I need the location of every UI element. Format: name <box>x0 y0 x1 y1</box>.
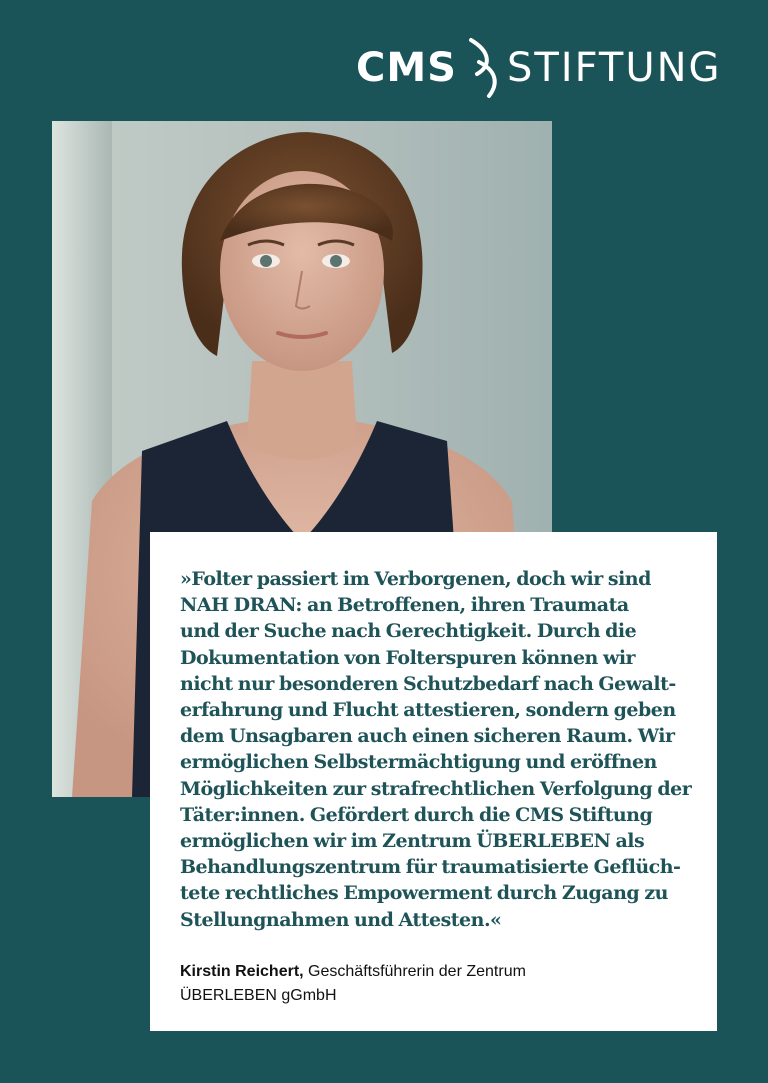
quote-line: Stellungnahmen und Attesten.« <box>180 908 502 931</box>
quote-line: und der Suche nach Gerechtigkeit. Durch die <box>180 620 637 643</box>
cms-stiftung-logo <box>356 36 722 100</box>
author-name: Kirstin Reichert, <box>180 962 304 980</box>
quote-text <box>180 566 691 933</box>
quote-line: Dokumentation von Folterspuren können wir <box>180 646 636 669</box>
quote-line: nicht nur besonderen Schutzbedarf nach Gewalt- <box>180 672 676 695</box>
author-organization: ÜBERLEBEN gGmbH <box>180 986 337 1004</box>
quote-line: dem Unsagbaren auch einen sicheren Raum. Wir <box>180 725 675 748</box>
logo-text-stiftung: STIFTUNG <box>506 45 722 91</box>
quote-line: tete rechtliches Empowerment durch Zugang zu <box>180 882 668 905</box>
quote-line: ermöglichen wir im Zentrum ÜBERLEBEN als <box>180 830 645 853</box>
attribution-line-1 <box>180 960 691 984</box>
quote-line: Täter:innen. Gefördert durch die CMS Stiftung <box>180 803 653 826</box>
attribution <box>180 960 691 1008</box>
quote-card <box>150 532 717 1031</box>
quote-line: Möglichkeiten zur strafrechtlichen Verfolgung der <box>180 777 692 800</box>
quote-line: »Folter passiert im Verborgenen, doch wir sind <box>180 568 651 590</box>
quote-line: ermöglichen Selbstermächtigung und eröffnen <box>180 751 657 774</box>
logo-swirl-icon <box>465 36 501 100</box>
quote-line: erfahrung und Flucht attestieren, sondern geben <box>180 699 676 722</box>
logo-text-cms: CMS <box>356 45 457 91</box>
author-role: Geschäftsführerin der Zentrum <box>308 962 526 980</box>
quote-line: NAH DRAN: an Betroffenen, ihren Traumata <box>180 594 629 617</box>
quote-line: Behandlungszentrum für traumatisierte Geflüch- <box>180 856 681 879</box>
